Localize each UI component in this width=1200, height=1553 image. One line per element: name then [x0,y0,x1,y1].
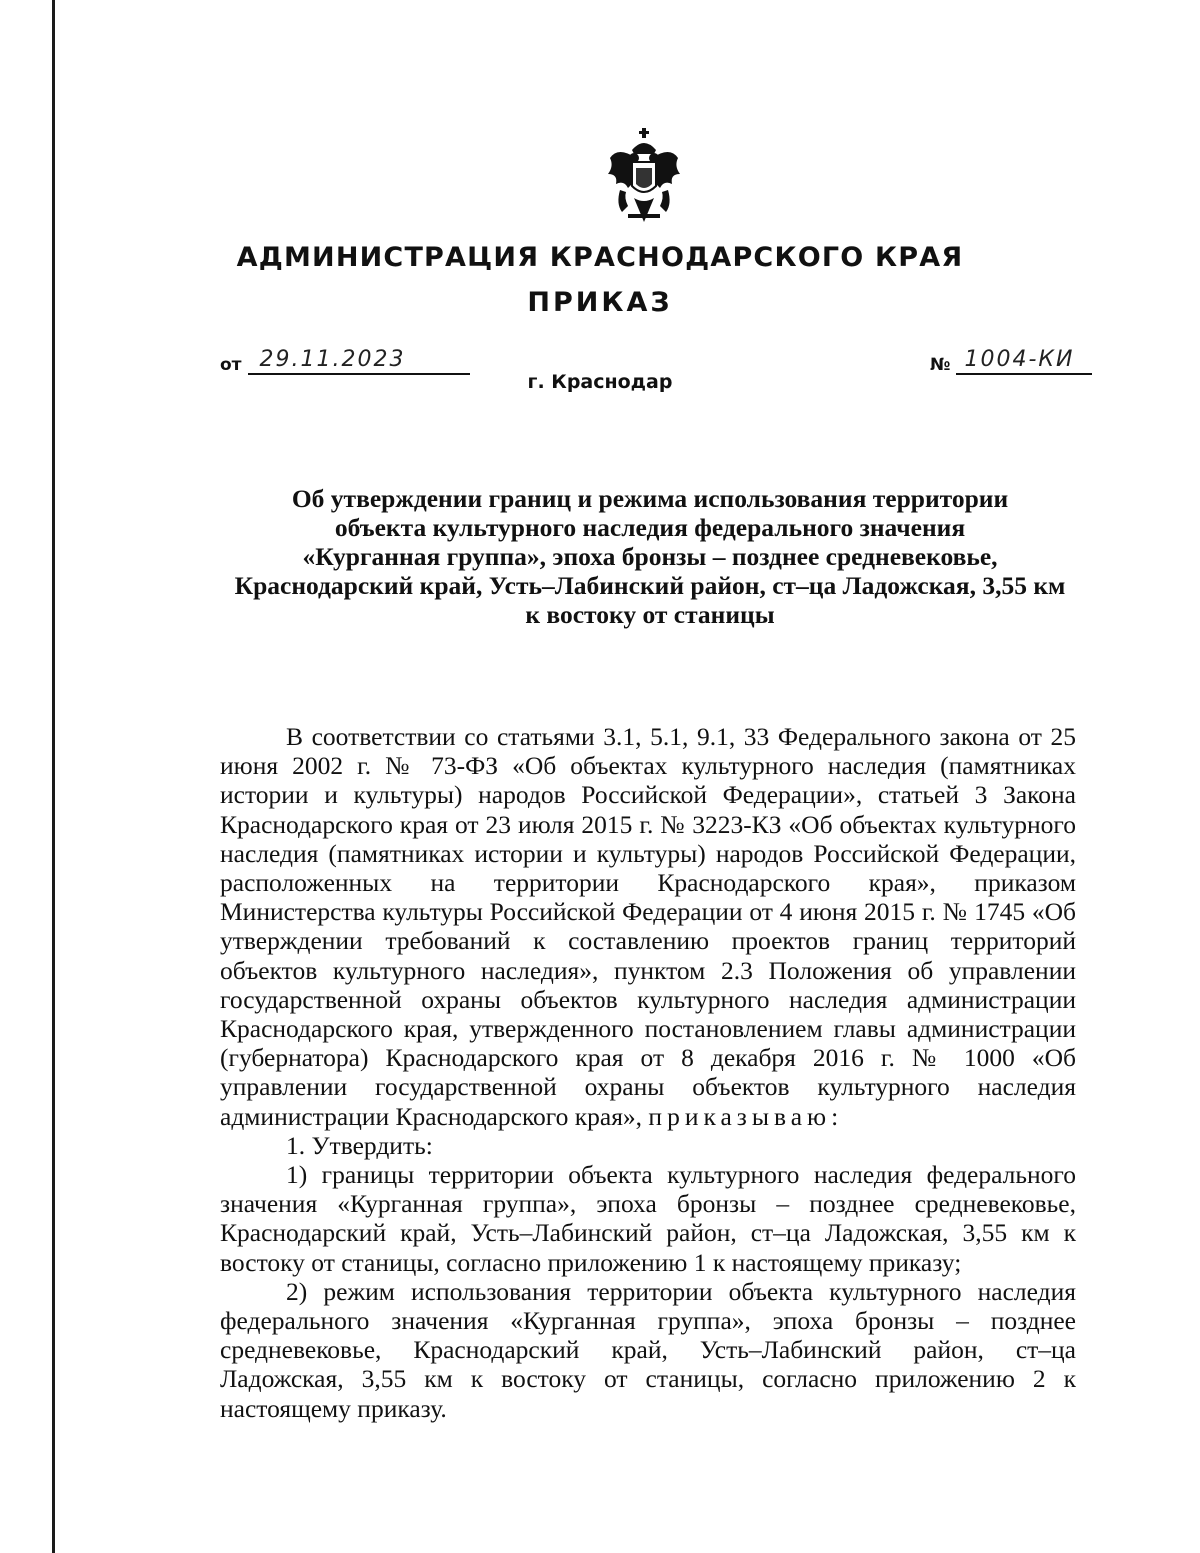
item-1-1: 1) границы территории объекта культурного наследия федерального значения «Курганная группа», эпоха бронзы – позднее средневековье, Краснодарский край, Усть–Лабинский район, ст–ца Ладожская, 3,55 км к востоку от станицы, согласно приложению 1 к настоящему приказу; [220,1160,1076,1277]
title-line: Об утверждении границ и режима использования территории [291,484,1009,513]
title-line: к востоку от станицы [525,600,775,629]
item-1-2: 2) режим использования территории объекта культурного наследия федерального значения «Курганная группа», эпоха бронзы – позднее средневековье, Краснодарский край, Усть–Лабинский район, ст–ца Ладожская, 3,55 км к востоку от станицы, согласно приложению 2 к настоящему приказу. [220,1276,1076,1423]
handwritten-number: 1004-КИ [956,347,1092,375]
preamble-paragraph [220,722,1076,1131]
city-label: г. Краснодар [527,371,673,393]
organization-heading: АДМИНИСТРАЦИЯ КРАСНОДАРСКОГО КРАЯ [236,242,964,273]
preamble-text: В соответствии со статьями 3.1, 5.1, 9.1, 33 Федерального закона от 25 июня 2002 г. № 73-ФЗ «Об объектах культурного наследия (памятниках истории и культуры) народов Российской Федерации», статьей 3 Закона Краснодарского края от 23 июля 2015 г. № 3223-КЗ «Об объектах культурного наследия (памятниках истории и культуры) народов Российской Федерации, расположенных на территории Краснодарского края», приказом Министерства культуры Российской Федерации от 4 июня 2015 г. № 1745 «Об утверждении требований к составлению проектов границ территорий объектов культурного наследия», пунктом 2.3 Положения об управлении государственной охраны объектов культурного наследия администрации Краснодарского края, утвержденного постановлением главы администрации (губернатора) Краснодарского края от 8 декабря 2016 г. № 1000 «Об управлении государственной охраны объектов культурного наследия администрации Краснодарского края», [220,722,1076,1131]
document-body [220,722,1076,1423]
date-prefix: от [220,355,242,375]
number-prefix: № [930,355,951,375]
handwritten-date: 29.11.2023 [248,347,470,375]
item-1: 1. Утвердить: [286,1130,433,1160]
document-type-heading: ПРИКАЗ [527,287,673,318]
decree-word: приказываю: [648,1101,844,1131]
title-line: «Курганная группа», эпоха бронзы – позднее средневековье, [302,542,998,571]
title-line: объекта культурного наследия федерального значения [334,513,966,542]
page-edge-line [52,0,55,1553]
title-line: Краснодарский край, Усть–Лабинский район, ст–ца Ладожская, 3,55 км [234,571,1066,600]
coat-of-arms-icon [606,128,682,224]
document-title [200,484,1100,629]
